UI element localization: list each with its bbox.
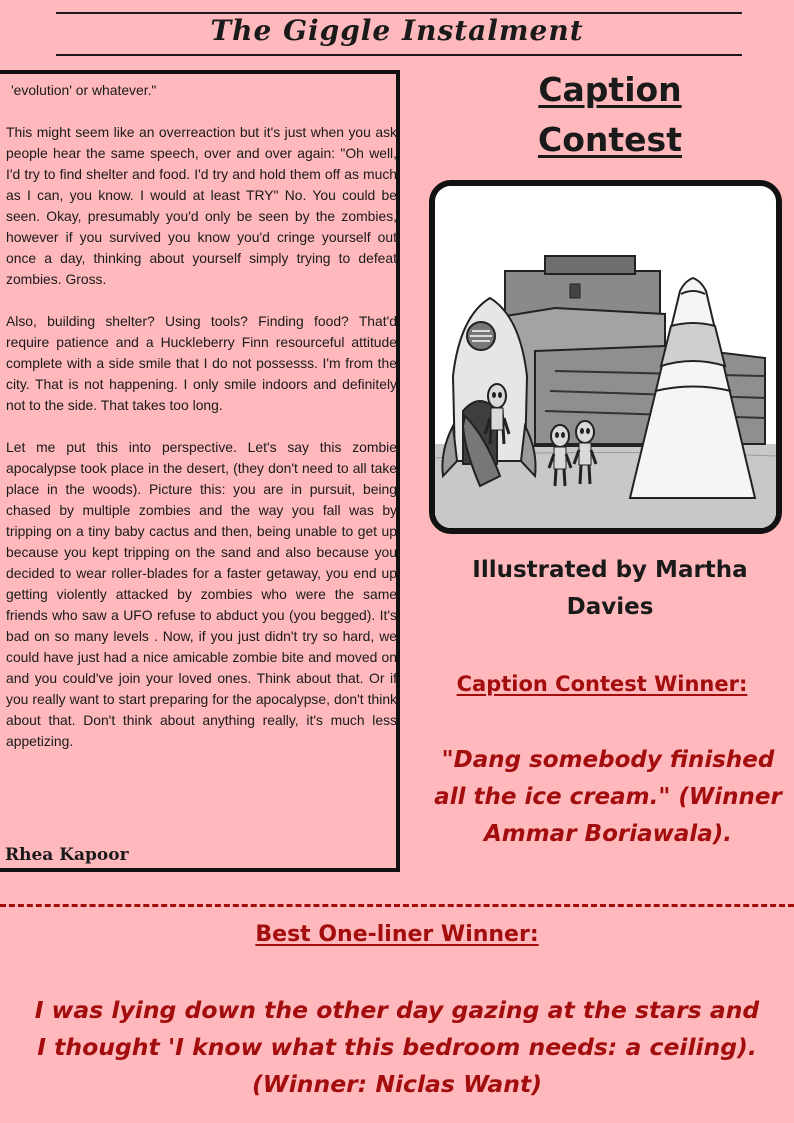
illustrator-credit: Illustrated by Martha Davies bbox=[472, 557, 748, 620]
cartoon-scene bbox=[435, 186, 776, 528]
article-body bbox=[6, 80, 397, 773]
section-divider bbox=[0, 904, 794, 907]
caption-contest-title-line1: Caption bbox=[538, 70, 682, 109]
masthead-title: The Giggle Instalment bbox=[210, 14, 584, 47]
caption-contest-title-line2: Contest bbox=[538, 120, 682, 159]
one-liner-label: Best One-liner Winner: bbox=[255, 922, 539, 947]
caption-winner-label: Caption Contest Winner: bbox=[456, 672, 748, 696]
caption-winner-text: "Dang somebody finished all the ice cream." (Winner Ammar Boriawala). bbox=[434, 747, 782, 847]
article-paragraph: This might seem like an overreaction but it's just when you ask people hear the same speech, over and over again: "Oh well, I'd try to find shelter and food. I'd try and hold them off as much as I can, you know. I would at least TRY" No. You could be seen. Okay, presumably you'd only be seen by the zombies, however if you survived you know you'd cringe yourself out once a day, thinking about yourself simply trying to defeat zombies. Gross. bbox=[6, 124, 397, 287]
article-paragraph: Let me put this into perspective. Let's say this zombie apocalypse took place in the desert, (they don't need to all take place in the woods). Picture this: you are in pursuit, being chased by multiple zombies and the way you fall was by tripping on a tiny baby cactus and then, being unable to get up because you kept tripping on the sand and also because you decided to wear roller-blades for a faster getaway, you end up getting violently attacked by zombies who were the same friends who saw a UFO refuse to abduct you (you begged). It's bad on so many levels . Now, if you just didn't try so hard, we could have just had a nice amicable zombie bite and moved on and you could've join your loved ones. Think about that. Or if you really want to start preparing for the apocalypse, don't think about that. Don't think about anything really, it's much less appetizing. bbox=[6, 439, 397, 749]
masthead-bottom-rule bbox=[56, 54, 742, 56]
article-author: Rhea Kapoor bbox=[5, 845, 129, 865]
one-liner-text: I was lying down the other day gazing at the stars and I thought 'I know what this bedroom needs: a ceiling). (Winner: Niclas Want) bbox=[34, 996, 760, 1098]
article-paragraph: 'evolution' or whatever." bbox=[11, 82, 157, 98]
article-paragraph: Also, building shelter? Using tools? Finding food? That'd require patience and a Huckleberry Finn resourceful attitude complete with a side smile that I do not possesss. I'm from the city. That is not happening. I only smile indoors and definitely not to the side. That takes too long. bbox=[6, 313, 397, 413]
cartoon-illustration bbox=[429, 180, 782, 534]
